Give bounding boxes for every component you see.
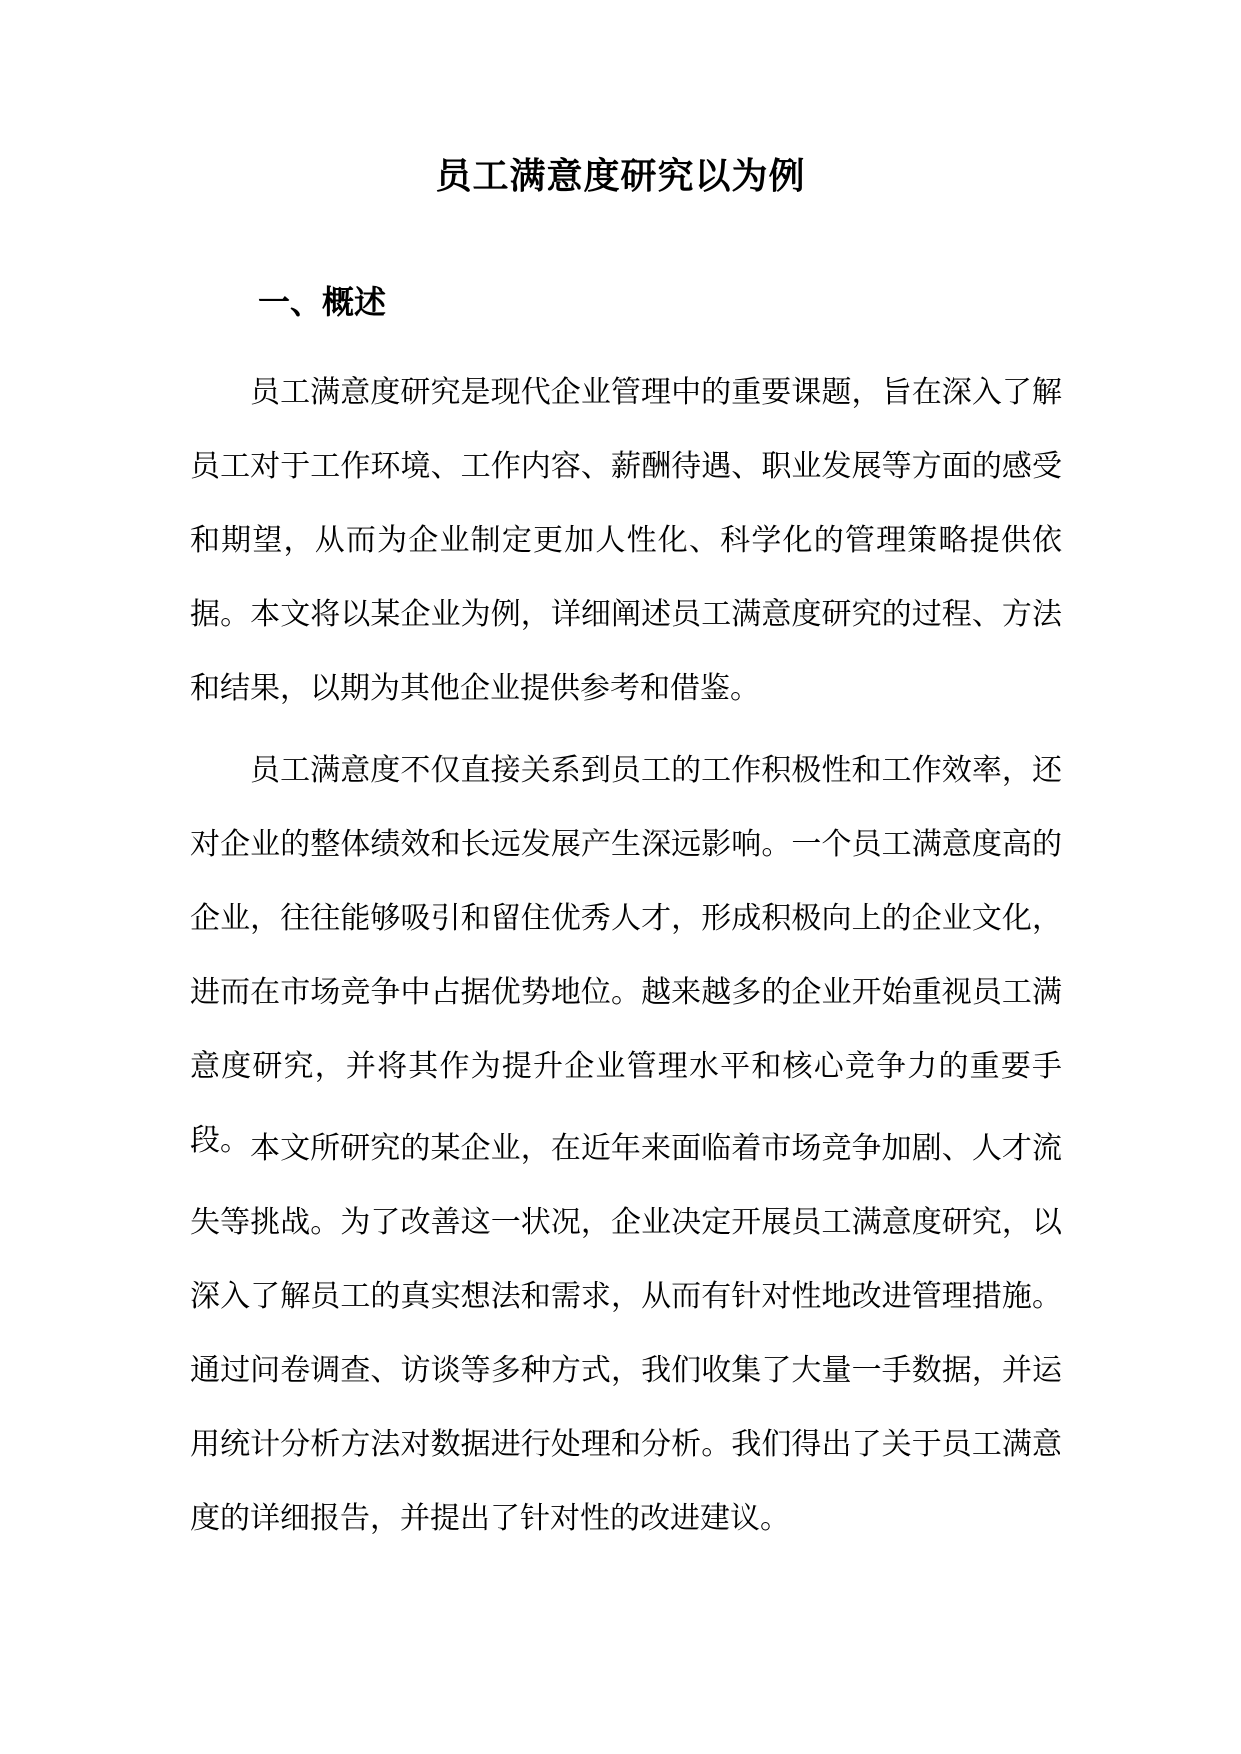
paragraph-1: 员工满意度研究是现代企业管理中的重要课题，旨在深入了解员工对于工作环境、工作内容、薪酬待遇、职业发展等方面的感受和期望，从而为企业制定更加人性化、科学化的管理策略提供依据。本文将以某企业为例，详细阐述员工满意度研究的过程、方法和结果，以期为其他企业提供参考和借鉴。	[190, 375, 1062, 706]
document-title: 员工满意度研究以为例	[435, 155, 806, 197]
paragraph-2: 员工满意度不仅直接关系到员工的工作积极性和工作效率，还对企业的整体绩效和长远发展产生深远影响。一个员工满意度高的企业，往往能够吸引和留住优秀人才，形成积极向上的企业文化，进而在市场竞争中占据优势地位。越来越多的企业开始重视员工满意度研究，并将其作为提升企业管理水平和核心竞争力的重要手段。	[190, 753, 1062, 1158]
section-heading: 一、概述	[258, 283, 387, 321]
paragraph-3: 本文所研究的某企业，在近年来面临着市场竞争加剧、人才流失等挑战。为了改善这一状况，企业决定开展员工满意度研究，以深入了解员工的真实想法和需求，从而有针对性地改进管理措施。通过问卷调查、访谈等多种方式，我们收集了大量一手数据，并运用统计分析方法对数据进行处理和分析。我们得出了关于员工满意度的详细报告，并提出了针对性的改进建议。	[190, 1131, 1062, 1536]
